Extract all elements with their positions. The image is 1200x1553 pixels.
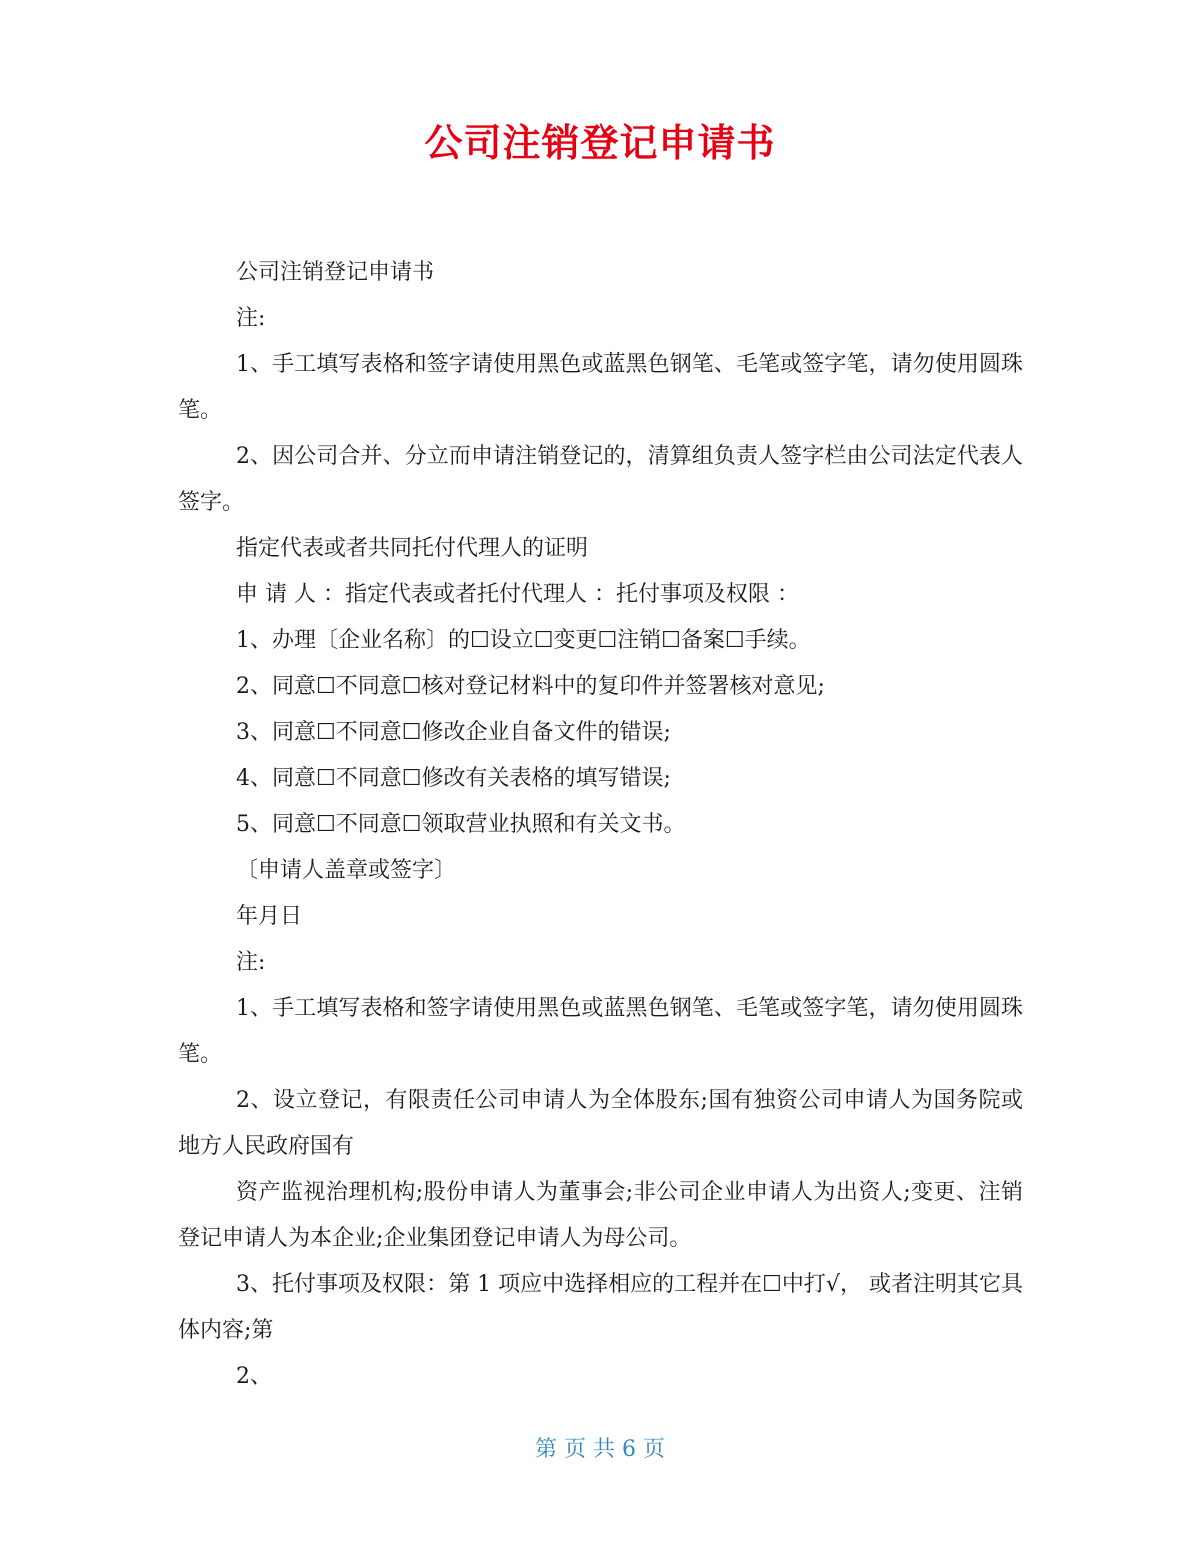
paragraph-note2-1: 1、手工填写表格和签字请使用黑色或蓝黑色钢笔、毛笔或签字笔，请勿使用圆珠笔。: [178, 996, 1023, 1067]
paragraph-note2-4: 2、: [236, 1364, 272, 1389]
paragraph-note-label: 注:: [236, 306, 266, 331]
paragraph-doc-heading: 公司注销登记申请书: [236, 260, 435, 285]
paragraph-note-label-2: 注:: [236, 950, 266, 975]
paragraph-item-3: 3、同意☐不同意☐修改企业自备文件的错误;: [236, 720, 671, 745]
paragraph-note2-3: 3、托付事项及权限：第 1 项应中选择相应的工程并在☐中打√， 或者注明其它具体内容;第: [178, 1272, 1023, 1343]
paragraph-note2-2: 2、设立登记，有限责任公司申请人为全体股东;国有独资公司申请人为国务院或地方人民政府国有: [178, 1088, 1023, 1159]
paragraph-applicant-line: 申 请 人 ：指定代表或者托付代理人 ：托付事项及权限 ：: [236, 582, 799, 607]
paragraph-note-1: 1、手工填写表格和签字请使用黑色或蓝黑色钢笔、毛笔或签字笔，请勿使用圆珠笔。: [178, 352, 1023, 423]
paragraph-date: 年月日: [236, 904, 303, 929]
paragraph-item-5: 5、同意☐不同意☐领取营业执照和有关文书。: [236, 812, 686, 837]
document-title: 公司注销登记申请书: [424, 121, 776, 165]
paragraph-item-2: 2、同意☐不同意☐核对登记材料中的复印件并签署核对意见;: [236, 674, 825, 699]
page-footer: 第 页 共 6 页: [535, 1437, 665, 1462]
paragraph-proxy-heading: 指定代表或者共同托付代理人的证明: [236, 536, 589, 561]
paragraph-item-1: 1、办理〔企业名称〕的☐设立☐变更☐注销☐备案☐手续。: [236, 628, 811, 653]
paragraph-note2-2-cont: 资产监视治理机构;股份申请人为董事会;非公司企业申请人为出资人;变更、注销登记申请人为本企业;企业集团登记申请人为母公司。: [178, 1180, 1023, 1251]
document-body: [178, 250, 1023, 1400]
paragraph-note-2: 2、因公司合并、分立而申请注销登记的，清算组负责人签字栏由公司法定代表人签字。: [178, 444, 1023, 515]
paragraph-item-4: 4、同意☐不同意☐修改有关表格的填写错误;: [236, 766, 671, 791]
paragraph-signature: 〔申请人盖章或签字〕: [236, 858, 457, 883]
